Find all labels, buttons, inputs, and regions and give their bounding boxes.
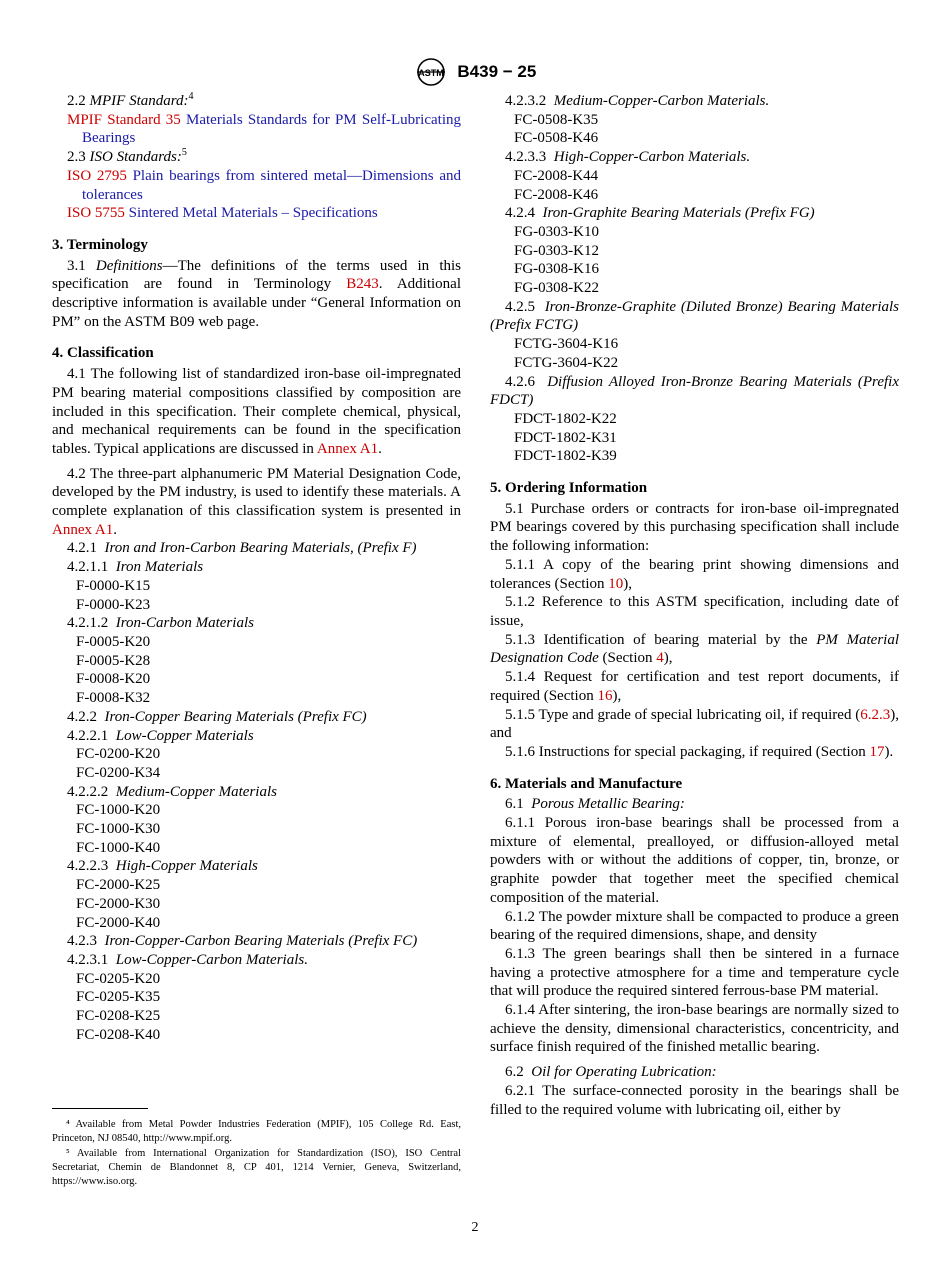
list-item: FC-1000-K20 [76,802,161,819]
section-4-2-4: 4.2.4 Iron-Graphite Bearing Materials (Prefix FG) [505,205,815,222]
link-section-17[interactable]: 17 [869,743,885,760]
list-item: FC-0508-K46 [514,130,599,147]
list-item: FC-0208-K25 [76,1008,161,1025]
left-column [52,92,461,1044]
page-number: 2 [471,1220,479,1235]
section-4-2-1-2: 4.2.1.2 Iron-Carbon Materials [67,615,254,632]
list-item: FC-0508-K35 [514,111,599,128]
link-section-10[interactable]: 10 [608,575,624,592]
para-5-1-4: 5.1.4 Request for certification and test report documents, if required (Section 16), [490,669,899,704]
section-4-2-2: 4.2.2 Iron-Copper Bearing Materials (Prefix FC) [67,708,367,725]
heading-materials-manufacture: 6. Materials and Manufacture [490,775,683,792]
list-item: FG-0308-K16 [514,261,599,278]
list-item: FC-0205-K20 [76,970,161,987]
ref-iso-5755[interactable]: ISO 5755 Sintered Metal Materials – Specifications [67,205,378,222]
list-item: F-0008-K20 [76,671,151,688]
para-6-2: 6.2 Oil for Operating Lubrication: [505,1064,717,1081]
link-annex-a1[interactable]: Annex A1 [52,521,114,538]
section-4-2-3-3: 4.2.3.3 High-Copper-Carbon Materials. [505,149,751,166]
section-4-2-3: 4.2.3 Iron-Copper-Carbon Bearing Materials (Prefix FC) [67,933,418,950]
list-item: F-0000-K15 [76,577,151,594]
para-6-1-2: 6.1.2 The powder mixture shall be compacted to produce a green bearing of the required dimensions, shape, and density [490,908,899,944]
svg-text:ASTM: ASTM [417,68,444,78]
link-section-16[interactable]: 16 [597,687,613,704]
link-6-2-3[interactable]: 6.2.3 [860,706,891,723]
list-item: F-0008-K32 [76,690,151,707]
footnote-divider [52,1108,148,1109]
para-3-1: 3.1 Definitions—The definitions of the terms used in this specification are found in Terminology B243. Additional descriptive information is available under “General Information on PM” on the ASTM B09 web page. [52,257,461,330]
list-item: FC-1000-K30 [76,821,161,838]
list-item: FG-0308-K22 [514,280,599,297]
footnote-5: ⁵ Available from International Organization for Standardization (ISO), ISO Central Secretariat, Chemin de Blandonnet 8, CP 401, 1214 Vernier, Geneva, Switzerland, https://www.iso.org. [52,1148,461,1187]
list-item: FC-2000-K40 [76,914,161,931]
list-item: FDCT-1802-K39 [514,448,617,465]
list-item: FCTG-3604-K16 [514,336,619,353]
list-item: FC-2008-K44 [514,167,599,184]
list-item: FC-1000-K40 [76,839,161,856]
para-6-2-1: 6.2.1 The surface-connected porosity in the bearings shall be filled to the required volume with lubricating oil, either by [490,1082,899,1118]
section-4-2-2-3: 4.2.2.3 High-Copper Materials [67,858,258,875]
section-2-2: 2.2 MPIF Standard:$^4$ [67,91,194,109]
right-column [490,92,899,1119]
list-item: FDCT-1802-K22 [514,410,617,427]
section-4-2-1: 4.2.1 Iron and Iron-Carbon Bearing Materials, (Prefix F) [67,540,417,557]
heading-terminology: 3. Terminology [52,236,148,253]
astm-logo-icon [414,57,448,87]
para-4-2: 4.2 The three-part alphanumeric PM Material Designation Code, developed by the PM industry, is used to identify these materials. A complete explanation of this classification system is presented in Annex A1. [52,465,461,538]
link-annex-a1[interactable]: Annex A1 [316,440,379,457]
footnote-4: ⁴ Available from Metal Powder Industries Federation (MPIF), 105 College Rd. East, Princeton, NJ 08540, http://www.mpif.org. [52,1119,461,1144]
link-b243[interactable]: B243 [346,276,379,293]
para-4-1: 4.1 The following list of standardized iron-base oil-impregnated PM bearing material compositions classified by composition are included in this specification. Their complete chemical, physical, and mechanical requirements can be found in the specification tables. Typical applications are discussed in Annex A1. [52,366,461,457]
list-item: FG-0303-K10 [514,223,599,240]
list-item: FC-0205-K35 [76,989,161,1006]
list-item: FC-0208-K40 [76,1026,161,1043]
heading-classification: 4. Classification [52,345,154,362]
section-2-3: 2.3 ISO Standards:$^5$ [67,147,187,166]
para-6-1-4: 6.1.4 After sintering, the iron-base bearings are normally sized to achieve the density, dimensional characteristics, concentricity, and surface finish required of the finished metallic bearing. [490,1002,899,1056]
list-item: F-0005-K28 [76,652,151,669]
para-5-1: 5.1 Purchase orders or contracts for iron-base oil-impregnated PM bearings covered by this purchasing specification shall include the following information: [490,500,899,555]
section-4-2-3-2: 4.2.3.2 Medium-Copper-Carbon Materials. [505,93,770,109]
para-6-1-3: 6.1.3 The green bearings shall then be sintered in a furnace having a protective atmosphere for a time and temperature cycle that will produce the required sintered ferrous-base PM material. [490,945,899,1000]
list-item: FCTG-3604-K22 [514,354,619,371]
list-item: FC-0200-K20 [76,746,161,763]
ref-mpif-35[interactable]: MPIF Standard 35 Materials Standards for PM Self-Lubricating Bearings [67,111,461,147]
heading-ordering-information: 5. Ordering Information [490,480,648,497]
list-item: FC-2000-K30 [76,895,161,912]
page-header [0,57,950,87]
section-4-2-1-1: 4.2.1.1 Iron Materials [67,559,204,576]
list-item: FC-0200-K34 [76,764,161,781]
list-item: F-0000-K23 [76,596,151,613]
list-item: FDCT-1802-K31 [514,429,617,446]
link-section-4[interactable]: 4 [656,650,664,667]
para-5-1-1: 5.1.1 A copy of the bearing print showing dimensions and tolerances (Section 10), [490,556,899,592]
para-6-1: 6.1 Porous Metallic Bearing: [505,796,685,813]
list-item: FC-2000-K25 [76,877,161,894]
para-5-1-3: 5.1.3 Identification of bearing material by the PM Material Designation Code (Section 4), [490,631,899,667]
para-5-1-6: 5.1.6 Instructions for special packaging, if required (Section 17). [505,743,894,760]
section-4-2-2-1: 4.2.2.1 Low-Copper Materials [67,727,254,744]
section-4-2-5: 4.2.5 Iron-Bronze-Graphite (Diluted Bronze) Bearing Materials (Prefix FCTG) [490,298,899,334]
standard-designation: B439 − 25 [457,62,537,81]
para-6-1-1: 6.1.1 Porous iron-base bearings shall be processed from a mixture of elemental, prealloyed, or diffusion-alloyed metal powders with or without the additions of copper, tin, bronze, or graphite powder that together meet the specified chemical composition of the material. [490,815,899,906]
section-4-2-2-2: 4.2.2.2 Medium-Copper Materials [67,783,277,800]
para-5-1-5: 5.1.5 Type and grade of special lubricating oil, if required (6.2.3), and [490,706,899,742]
list-item: FG-0303-K12 [514,242,599,259]
list-item: F-0005-K20 [76,633,151,650]
list-item: FC-2008-K46 [514,186,599,203]
section-4-2-3-1: 4.2.3.1 Low-Copper-Carbon Materials. [67,951,308,968]
para-5-1-2: 5.1.2 Reference to this ASTM specification, including date of issue, [490,594,899,629]
section-4-2-6: 4.2.6 Diffusion Alloyed Iron-Bronze Bearing Materials (Prefix FDCT) [490,373,899,409]
ref-iso-2795[interactable]: ISO 2795 Plain bearings from sintered metal—Dimensions and tolerances [67,167,462,203]
